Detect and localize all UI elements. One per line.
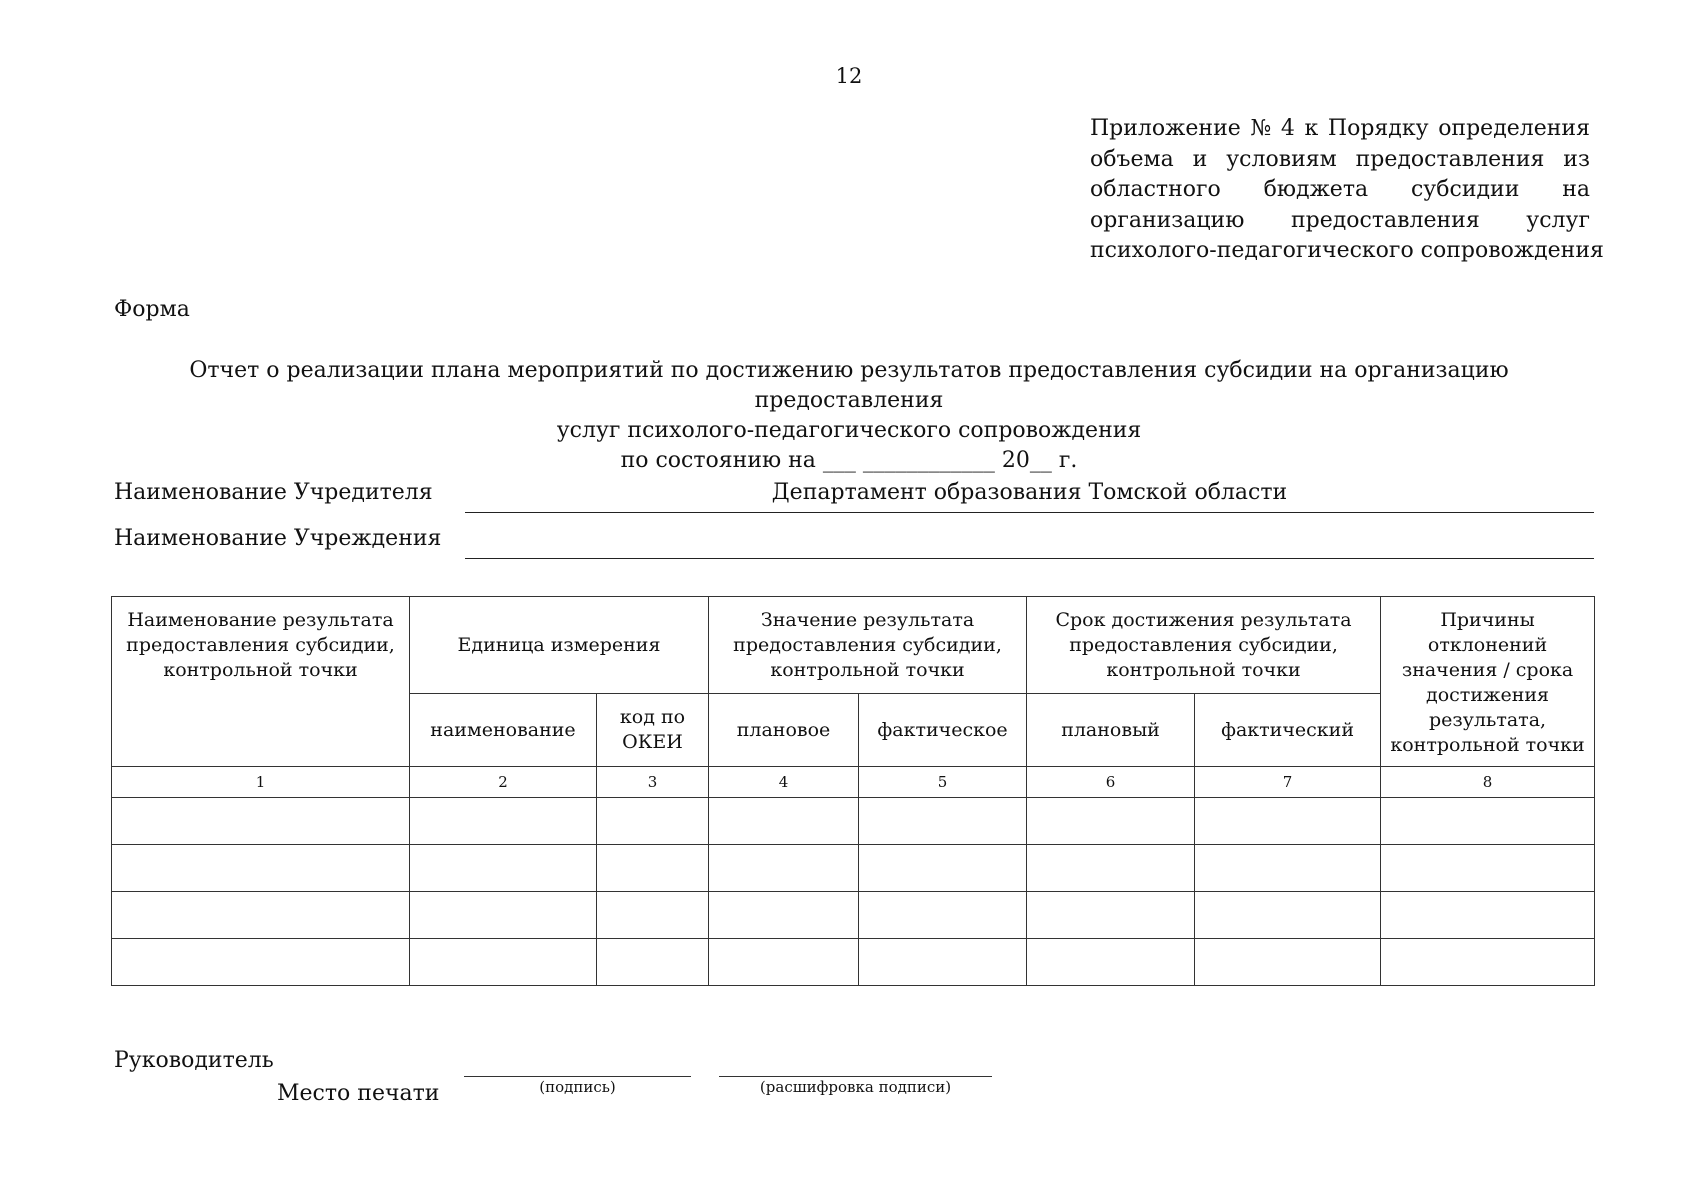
table-cell[interactable] [709,845,859,892]
table-cell[interactable] [112,798,410,845]
head-label: Руководитель [114,1048,274,1073]
decoding-block [719,1076,992,1096]
table-cell[interactable] [410,798,597,845]
table-cell[interactable] [1195,845,1381,892]
table-cell[interactable] [1195,798,1381,845]
table-cell[interactable] [1381,892,1595,939]
signature-caption: (подпись) [539,1078,616,1096]
table-cell[interactable] [1381,845,1595,892]
appendix-word: 4 [1280,116,1295,141]
decoding-caption: (расшифровка подписи) [759,1078,952,1096]
table-cell[interactable] [859,892,1027,939]
appendix-word: № [1250,116,1272,141]
appendix-word: предоставления [1355,146,1545,172]
table-cell[interactable] [709,939,859,986]
institution-field[interactable] [465,526,1594,559]
table-cell[interactable] [410,892,597,939]
table-cell[interactable] [1027,892,1195,939]
appendix-word: предоставления [1290,207,1480,233]
col-unit-header: Единица измерения [410,597,709,694]
table-cell[interactable] [709,798,859,845]
table-cell[interactable] [597,939,709,986]
table-cell[interactable] [859,798,1027,845]
appendix-word: и [1192,146,1208,172]
column-number: 6 [1027,767,1195,798]
appendix-word: к [1304,116,1319,141]
table-cell[interactable] [597,892,709,939]
table-cell[interactable] [410,939,597,986]
table-cell[interactable] [859,939,1027,986]
table-cell[interactable] [597,798,709,845]
table-cell[interactable] [1027,939,1195,986]
founder-row [114,480,1594,514]
appendix-word: объема [1090,146,1174,172]
appendix-word: бюджета [1263,177,1369,202]
appendix-line [1090,236,1604,267]
title-line-2: услуг психолого-педагогического сопровождения [556,418,1142,443]
appendix-word: Приложение [1090,116,1241,141]
report-table [111,596,1595,986]
column-number: 1 [112,767,410,798]
table-cell[interactable] [859,845,1027,892]
title-line-1: Отчет о реализации плана мероприятий по достижению результатов предоставления субсидии на организацию предоставления [189,358,1509,413]
table-row [112,939,1595,986]
institution-row [114,526,1594,560]
column-number: 2 [410,767,597,798]
appendix-word: областного [1090,177,1221,202]
appendix-line [1090,114,1590,145]
appendix-note [1090,114,1604,267]
decoding-line[interactable] [719,1076,992,1077]
table-row [112,845,1595,892]
seal-label: Место печати [277,1081,440,1106]
column-number: 4 [709,767,859,798]
table-cell[interactable] [709,892,859,939]
founder-label: Наименование Учредителя [114,480,433,505]
column-numbers-row [112,767,1595,798]
table-row [112,892,1595,939]
col-value-header: Значение результата предоставления субсидии, контрольной точки [709,597,1027,694]
form-label: Форма [114,297,190,322]
appendix-word: субсидии [1410,177,1520,202]
appendix-line [1090,145,1590,176]
table-cell[interactable] [597,845,709,892]
col-unit-okei: код по ОКЕИ [597,694,709,767]
col-reasons-header: Причины отклонений значения / срока достижения результата, контрольной точки [1381,597,1595,767]
report-title [120,356,1578,476]
title-line-3: по состоянию на ___ ____________ 20__ г. [620,448,1078,473]
signature-line[interactable] [464,1076,691,1077]
appendix-word: Порядку [1327,116,1429,141]
col-term-header: Срок достижения результата предоставления субсидии, контрольной точки [1027,597,1381,694]
appendix-word: на [1562,177,1590,202]
institution-label: Наименование Учреждения [114,526,442,551]
column-number: 3 [597,767,709,798]
table-cell[interactable] [1381,939,1595,986]
col-result-name-header: Наименование результата предоставления субсидии, контрольной точки [112,597,410,767]
appendix-word: из [1563,146,1590,172]
table-cell[interactable] [1195,892,1381,939]
table-row [112,798,1595,845]
founder-field[interactable]: Департамент образования Томской области [465,480,1594,513]
col-unit-name: наименование [410,694,597,767]
appendix-word: услуг [1526,207,1590,233]
table-cell[interactable] [1381,798,1595,845]
appendix-word: психолого-педагогического сопровождения [1090,238,1604,263]
column-number: 5 [859,767,1027,798]
appendix-word: условиям [1226,146,1337,172]
signature-block [464,1076,691,1096]
appendix-word: организацию [1090,207,1245,233]
column-number: 7 [1195,767,1381,798]
table-cell[interactable] [112,892,410,939]
table-cell[interactable] [1195,939,1381,986]
appendix-word: определения [1438,116,1590,141]
column-number: 8 [1381,767,1595,798]
table-cell[interactable] [410,845,597,892]
appendix-line [1090,175,1590,206]
col-term-fact: фактический [1195,694,1381,767]
appendix-line [1090,206,1590,237]
page-number: 12 [835,64,863,88]
table-cell[interactable] [1027,798,1195,845]
table-cell[interactable] [112,845,410,892]
col-value-plan: плановое [709,694,859,767]
table-cell[interactable] [1027,845,1195,892]
table-cell[interactable] [112,939,410,986]
col-value-fact: фактическое [859,694,1027,767]
col-term-plan: плановый [1027,694,1195,767]
